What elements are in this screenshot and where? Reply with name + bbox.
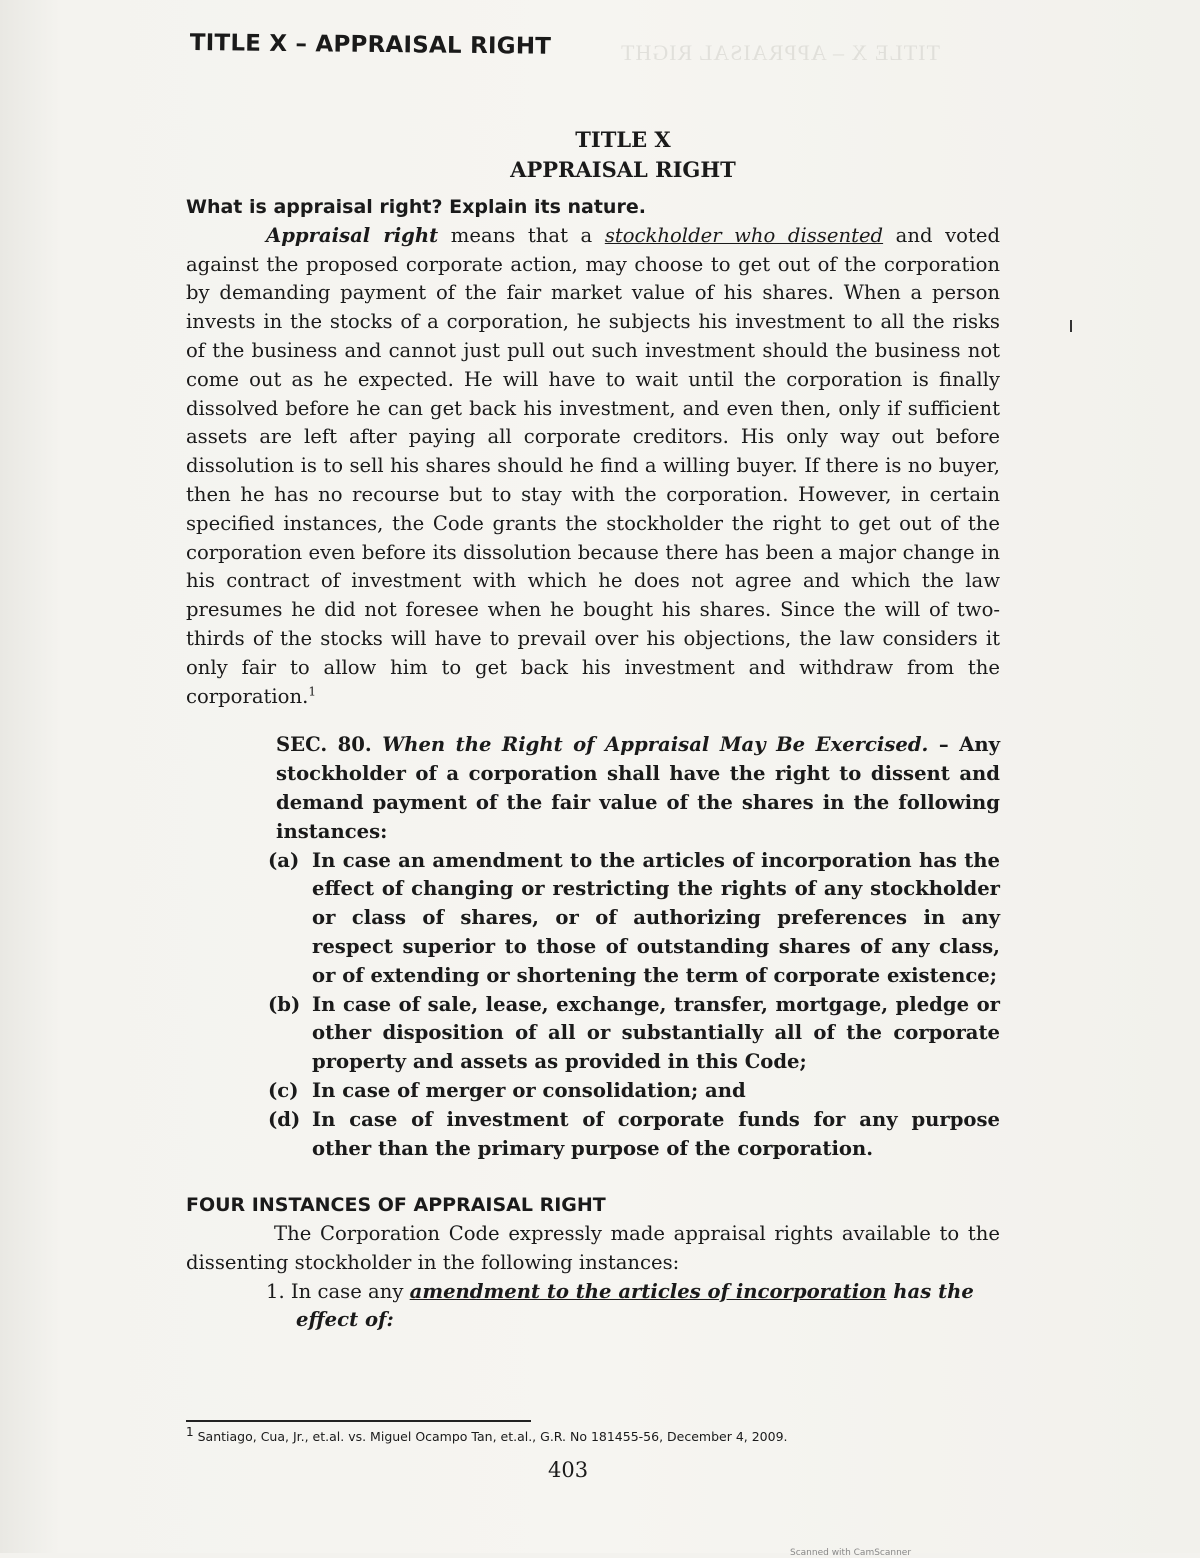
running-head: TITLE X – APPRAISAL RIGHT xyxy=(189,30,552,60)
item-text: In case of sale, lease, exchange, transfer, mortgage, pledge or other disposition of all or substantially all of the corporate property and assets as provided in this Code; xyxy=(312,992,1000,1074)
footnote-number: 1 xyxy=(186,1424,194,1439)
item-label: (a) xyxy=(268,848,300,872)
nature-text-b: and voted against the proposed corporate action, may choose to get out of the corporation by demanding payment of the fair market value of his shares. When a person invests in the stocks of a corporation, he subjects his investment to all the risks of the business and cannot just pull out such investment should the business not come out as he expected. He will have to wait until the corporation is finally dissolved before he can get back his investment, and even then, only if sufficient assets are left after paying all corporate creditors. His only way out before dissolution is to sell his shares should he find a willing buyer. If there is no buyer, then he has no recourse but to stay with the corporation. However, in certain specified instances, the Code grants the stockholder the right to get out of the corporation even before its dissolution because there has been a major change in his contract of investment with which he does not agree and which the law presumes he did not foresee when he bought his shares. Since the will of two-thirds of the stocks will have to prevail over his objections, the law considers it only fair to allow him to get back his investment and withdraw from the corporation. xyxy=(186,223,1000,708)
item-text: In case an amendment to the articles of incorporation has the effect of changing or restricting the rights of any stockholder or class of shares, or of authorizing preferences in any respect superior to those of outstanding shares of any class, or of extending or shortening the term of corporate existence; xyxy=(312,848,1000,987)
main-content xyxy=(186,125,1000,1335)
section-heading: When the Right of Appraisal May Be Exercised. xyxy=(382,733,929,757)
nature-text-a: means that a xyxy=(438,223,605,247)
section-item xyxy=(268,991,1000,1077)
scanner-watermark: Scanned with CamScanner xyxy=(790,1548,912,1558)
instance-continuation: effect of: xyxy=(296,1308,394,1332)
footnote-text: Santiago, Cua, Jr., et.al. vs. Miguel Ocampo Tan, et.al., G.R. No 181455-56, December 4, 2009. xyxy=(197,1429,788,1444)
instance-after: has the xyxy=(886,1279,974,1303)
appraisal-right-term: Appraisal right xyxy=(266,223,439,247)
instance-prefix: 1. In case any xyxy=(266,1279,410,1303)
footnote-rule xyxy=(186,1420,531,1422)
four-instances-intro: The Corporation Code expressly made appraisal rights available to the dissenting stockholder in the following instances: xyxy=(186,1222,1000,1274)
item-label: (c) xyxy=(268,1078,299,1102)
item-label: (d) xyxy=(268,1107,301,1131)
stray-mark xyxy=(1070,320,1072,332)
four-instances-heading: FOUR INSTANCES OF APPRAISAL RIGHT xyxy=(186,1194,606,1217)
instance-item-1 xyxy=(186,1278,1000,1336)
section-lead xyxy=(186,731,1000,846)
instance-underlined: amendment to the articles of incorporation xyxy=(409,1279,887,1303)
nature-paragraph xyxy=(186,222,1000,712)
title-line-2: APPRAISAL RIGHT xyxy=(510,157,736,182)
section-number: SEC. 80. xyxy=(276,733,372,757)
item-label: (b) xyxy=(268,992,301,1016)
section-item xyxy=(268,1077,1000,1106)
footnote-ref: 1 xyxy=(308,684,316,699)
item-text: In case of investment of corporate funds for any purpose other than the primary purpose of the corporation. xyxy=(312,1107,1000,1160)
item-text: In case of merger or consolidation; and xyxy=(312,1078,746,1102)
section-item xyxy=(268,847,1000,991)
title-block xyxy=(246,125,1000,185)
title-line-1: TITLE X xyxy=(575,127,671,152)
page-number: 403 xyxy=(548,1458,589,1482)
question-heading: What is appraisal right? Explain its nature. xyxy=(186,196,646,218)
section-item xyxy=(268,1106,1000,1164)
section-80 xyxy=(186,731,1000,1163)
section-lead-text: – Any stockholder of a corporation shall have the right to dissent and demand payment of the fair value of the shares in the following instances: xyxy=(276,733,1000,843)
stockholder-who-dissented: stockholder who dissented xyxy=(604,223,884,247)
footnote xyxy=(186,1424,1046,1446)
bleed-through-text: TITLE X – APPRAISAL RIGHT xyxy=(620,40,940,65)
section-items xyxy=(186,847,1000,1164)
